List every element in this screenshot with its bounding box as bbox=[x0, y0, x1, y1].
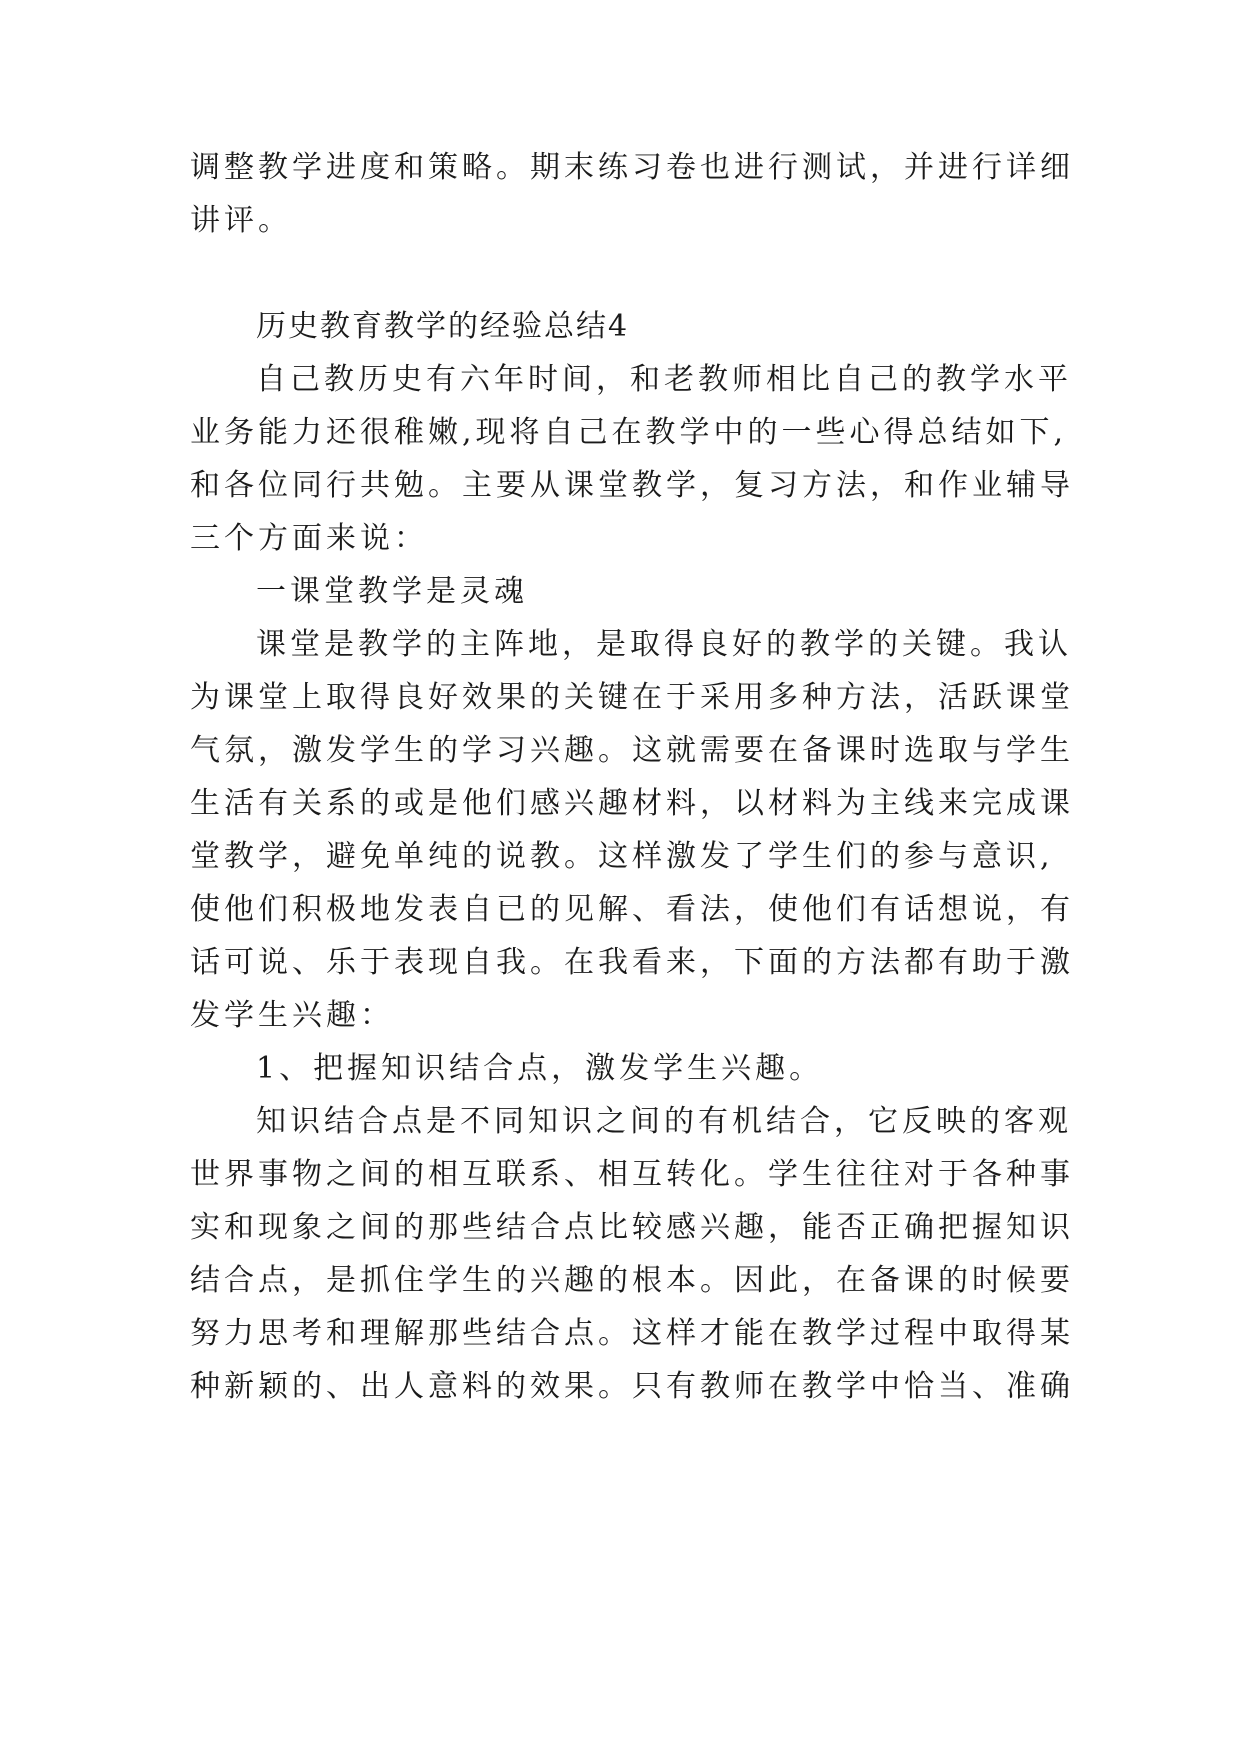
paragraph-line: 知识结合点是不同知识之间的有机结合，它反映的客观 bbox=[256, 1104, 1072, 1139]
paragraph-line: 发学生兴趣： bbox=[190, 998, 394, 1033]
section-heading: 历史教育教学的经验总结4 bbox=[256, 309, 630, 344]
paragraph-line: 自己教历史有六年时间，和老教师相比自己的教学水平 bbox=[256, 362, 1072, 397]
paragraph-line: 堂教学，避免单纯的说教。这样激发了学生们的参与意识, bbox=[190, 839, 1054, 874]
subsection-heading: 一课堂教学是灵魂 bbox=[256, 574, 528, 609]
paragraph-line: 调整教学进度和策略。期末练习卷也进行测试，并进行详细 bbox=[190, 150, 1074, 185]
paragraph-line: 生活有关系的或是他们感兴趣材料，以材料为主线来完成课 bbox=[190, 786, 1074, 821]
paragraph-line: 实和现象之间的那些结合点比较感兴趣，能否正确把握知识 bbox=[190, 1210, 1074, 1245]
paragraph-line: 三个方面来说： bbox=[190, 521, 428, 556]
numbered-point: 1、把握知识结合点，激发学生兴趣。 bbox=[256, 1051, 824, 1086]
paragraph-line: 使他们积极地发表自已的见解、看法，使他们有话想说，有 bbox=[190, 892, 1074, 927]
paragraph-line: 课堂是教学的主阵地，是取得良好的教学的关键。我认 bbox=[256, 627, 1072, 662]
paragraph-line: 讲评。 bbox=[190, 203, 292, 238]
paragraph-line: 结合点，是抓住学生的兴趣的根本。因此，在备课的时候要 bbox=[190, 1263, 1074, 1298]
paragraph-line: 话可说、乐于表现自我。在我看来，下面的方法都有助于激 bbox=[190, 945, 1074, 980]
paragraph-line: 业务能力还很稚嫩,现将自己在教学中的一些心得总结如下, bbox=[190, 415, 1068, 450]
paragraph-line: 种新颖的、出人意料的效果。只有教师在教学中恰当、准确 bbox=[190, 1369, 1074, 1404]
paragraph-line: 世界事物之间的相互联系、相互转化。学生往往对于各种事 bbox=[190, 1157, 1074, 1192]
paragraph-line: 气氛，激发学生的学习兴趣。这就需要在备课时选取与学生 bbox=[190, 733, 1074, 768]
paragraph-line: 和各位同行共勉。主要从课堂教学，复习方法，和作业辅导 bbox=[190, 468, 1074, 503]
paragraph-line: 努力思考和理解那些结合点。这样才能在教学过程中取得某 bbox=[190, 1316, 1074, 1351]
paragraph-line: 为课堂上取得良好效果的关键在于采用多种方法，活跃课堂 bbox=[190, 680, 1074, 715]
